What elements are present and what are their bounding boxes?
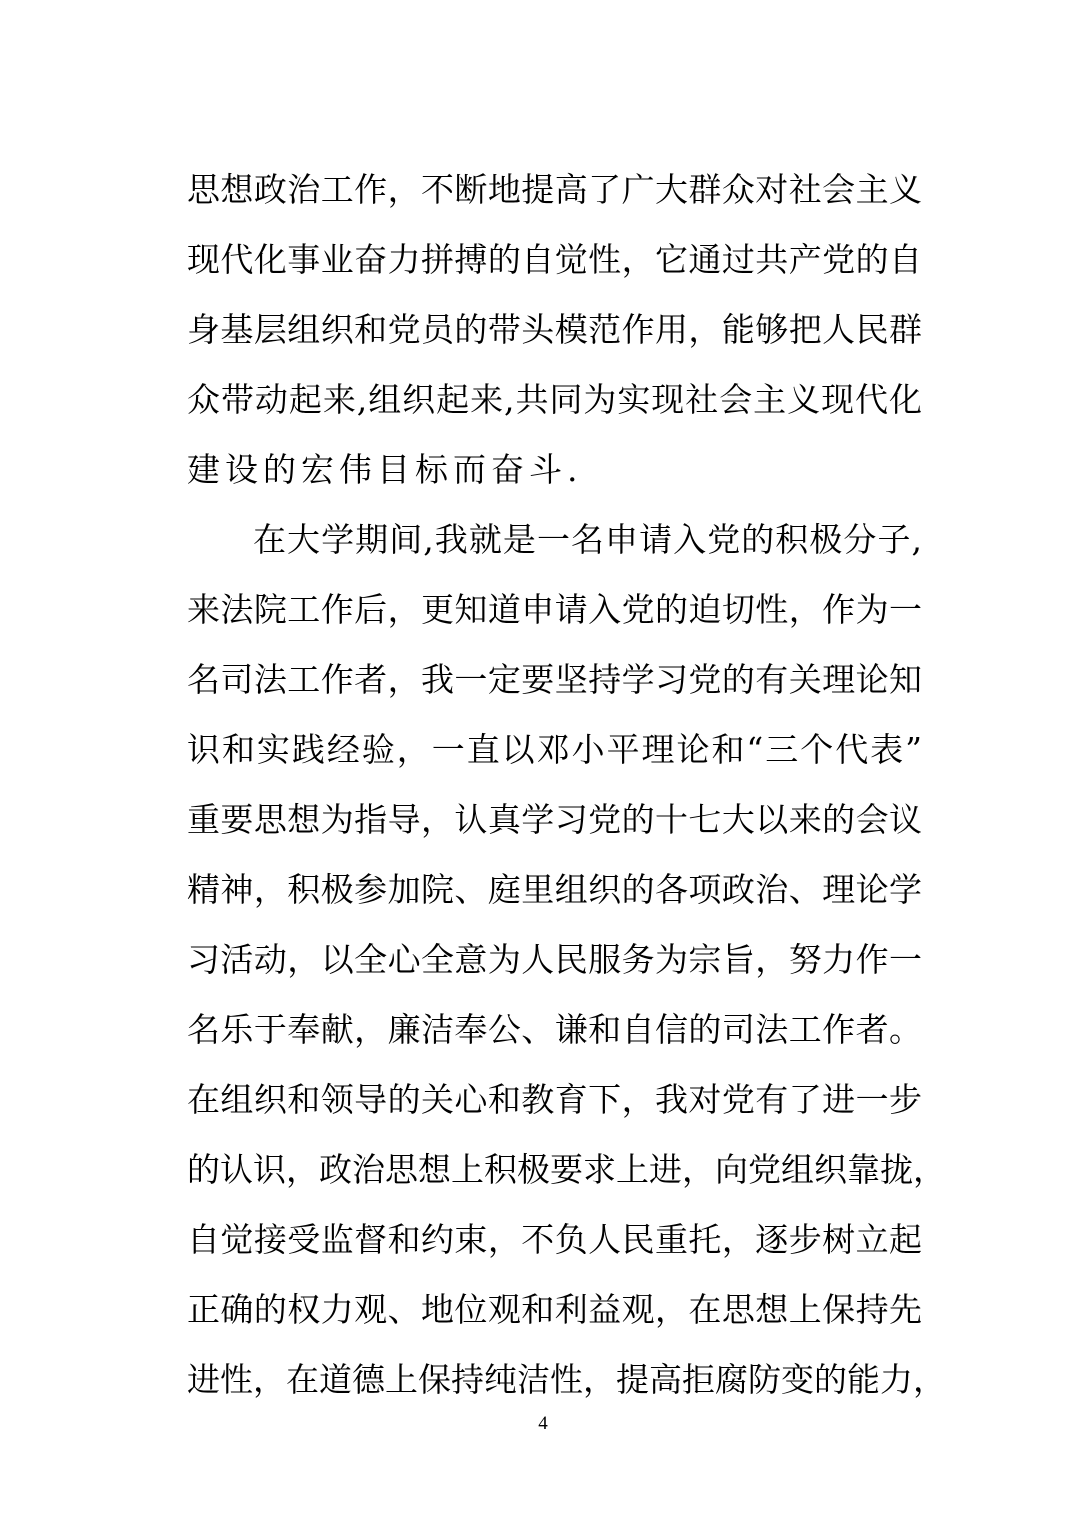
paragraph-line: 来法院工作后，更知道申请入党的迫切性，作为一 [187, 590, 922, 629]
paragraph-line: 在组织和领导的关心和教育下，我对党有了进一步 [187, 1080, 922, 1119]
paragraph-line: 识和实践经验，一直以邓小平理论和“三个代表” [187, 730, 922, 769]
paragraph-line: 习活动，以全心全意为人民服务为宗旨，努力作一 [187, 940, 922, 979]
paragraph-line: 在大学期间,我就是一名申请入党的积极分子, [253, 520, 922, 559]
page-number: 4 [538, 1413, 548, 1434]
paragraph-line: 正确的权力观、地位观和利益观，在思想上保持先 [187, 1290, 922, 1329]
paragraph-line: 身基层组织和党员的带头模范作用，能够把人民群 [187, 310, 922, 349]
paragraph-line: 进性，在道德上保持纯洁性，提高拒腐防变的能力， [187, 1360, 946, 1399]
paragraph-line: 精神，积极参加院、庭里组织的各项政治、理论学 [187, 870, 922, 909]
paragraph-line: 名乐于奉献，廉洁奉公、谦和自信的司法工作者。 [187, 1010, 922, 1049]
paragraph-line: 的认识，政治思想上积极要求上进，向党组织靠拢， [187, 1150, 946, 1189]
paragraph-line: 众带动起来,组织起来,共同为实现社会主义现代化 [187, 380, 922, 419]
paragraph-line: 建设的宏伟目标而奋斗. [187, 450, 583, 489]
paragraph-line: 自觉接受监督和约束，不负人民重托，逐步树立起 [187, 1220, 922, 1259]
paragraph-line: 现代化事业奋力拼搏的自觉性，它通过共产党的自 [187, 240, 922, 279]
paragraph-line: 重要思想为指导，认真学习党的十七大以来的会议 [187, 800, 922, 839]
paragraph-line: 思想政治工作，不断地提高了广大群众对社会主义 [187, 170, 922, 209]
paragraph-line: 名司法工作者，我一定要坚持学习党的有关理论知 [187, 660, 922, 699]
